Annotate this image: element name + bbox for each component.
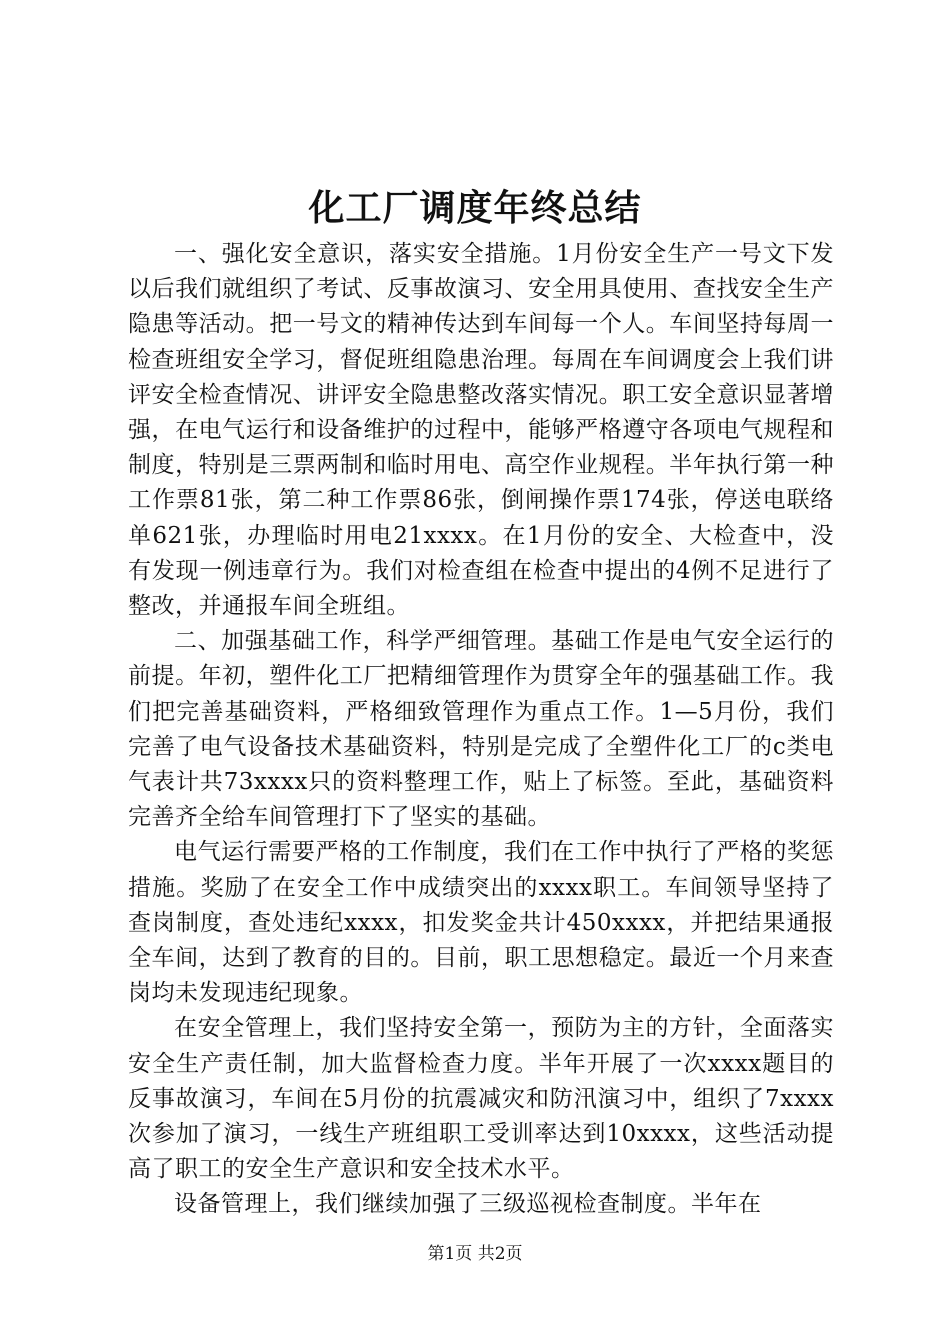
paragraph-basic-work: 二、加强基础工作，科学严细管理。基础工作是电气安全运行的前提。年初，塑件化工厂把精细管理作为贯穿全年的强基础工作。我们把完善基础资料，严格细致管理作为重点工作。1—5月份，我们完善了电气设备技术基础资料，特别是完成了全塑件化工厂的c类电气表计共73xxxx只的资料整理工作，贴上了标签。至此，基础资料完善齐全给车间管理打下了坚实的基础。 bbox=[128, 628, 834, 831]
paragraph-equipment-management: 设备管理上，我们继续加强了三级巡视检查制度。半年在 bbox=[174, 1191, 762, 1218]
document-body bbox=[128, 237, 834, 1223]
page-number-footer: 第1页 共2页 bbox=[427, 1244, 523, 1264]
paragraph-safety-management: 在安全管理上，我们坚持安全第一，预防为主的方针，全面落实安全生产责任制，加大监督检查力度。半年开展了一次xxxx题目的反事故演习，车间在5月份的抗震减灾和防汛演习中，组织了7xxxx次参加了演习，一线生产班组职工受训率达到10xxxx，这些活动提高了职工的安全生产意识和安全技术水平。 bbox=[128, 1015, 834, 1183]
paragraph-work-rules: 电气运行需要严格的工作制度，我们在工作中执行了严格的奖惩措施。奖励了在安全工作中成绩突出的xxxx职工。车间领导坚持了查岗制度，查处违纪xxxx，扣发奖金共计450xxxx，并把结果通报全车间，达到了教育的目的。目前，职工思想稳定。最近一个月来查岗均未发现违纪现象。 bbox=[128, 839, 834, 1007]
document-title: 化工厂调度年终总结 bbox=[308, 187, 642, 229]
paragraph-safety-awareness: 一、强化安全意识，落实安全措施。1月份安全生产一号文下发以后我们就组织了考试、反事故演习、安全用具使用、查找安全生产隐患等活动。把一号文的精神传达到车间每一个人。车间坚持每周一检查班组安全学习，督促班组隐患治理。每周在车间调度会上我们讲评安全检查情况、讲评安全隐患整改落实情况。职工安全意识显著增强，在电气运行和设备维护的过程中，能够严格遵守各项电气规程和制度，特别是三票两制和临时用电、高空作业规程。半年执行第一种工作票81张，第二种工作票86张，倒闸操作票174张，停送电联络单621张，办理临时用电21xxxx。在1月份的安全、大检查中，没有发现一例违章行为。我们对检查组在检查中提出的4例不足进行了整改，并通报车间全班组。 bbox=[128, 241, 834, 620]
